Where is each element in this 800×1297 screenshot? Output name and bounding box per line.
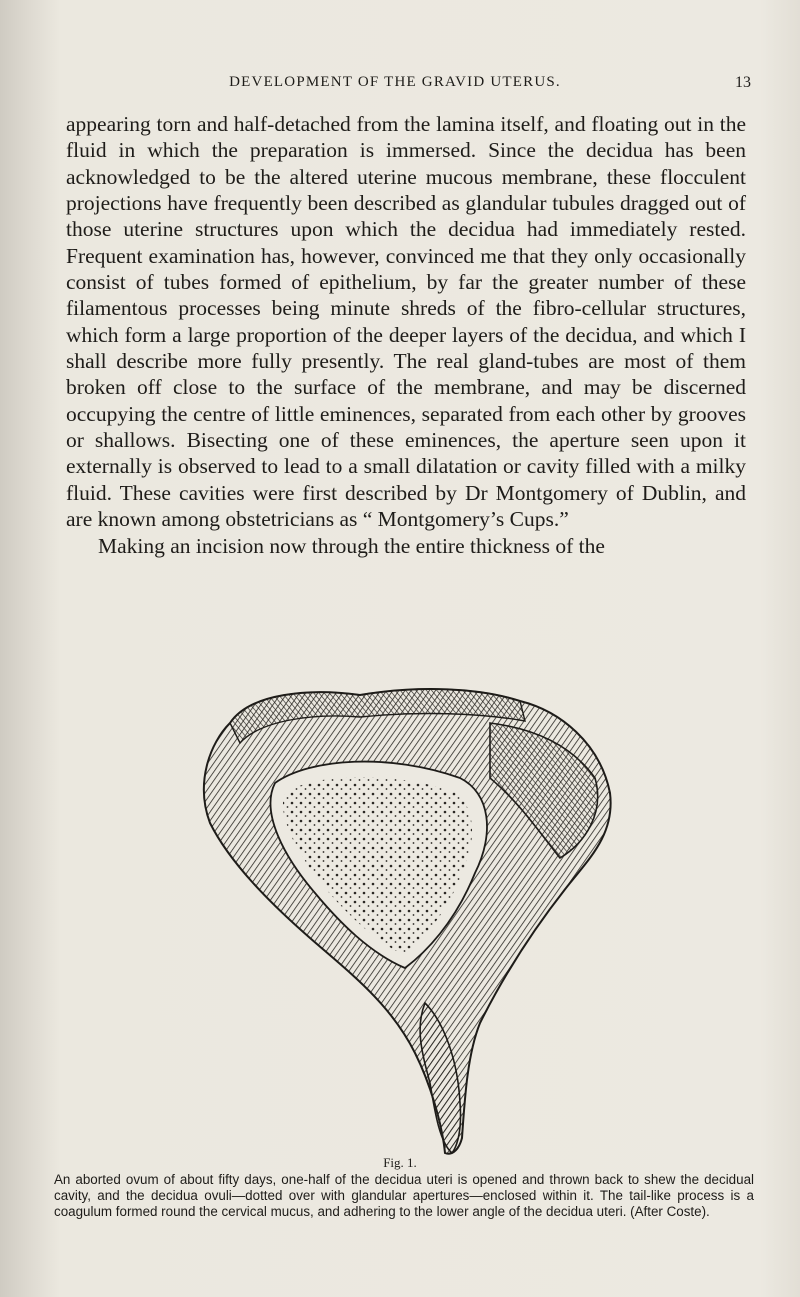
paragraph: appearing torn and half-detached from the lamina itself, and floating out in the fluid in which the preparation is immersed. Since the decidua has been acknowledged to be the altered uterine mucous membrane, these flocculent projections have frequently been described as glandular tubules dragged out of those uterine structures upon which the decidua had immediately rested. Frequent examination has, however, convinced me that they only occasionally consist of tubes formed of epithelium, by far the greater number of these filamentous processes being minute shreds of the fibro-cellular structures, which form a large proportion of the deeper layers of the decidua, and which I shall describe more fully presently. The real gland-tubes are most of them broken off close to the surface of the membrane, and may be discerned occupying the centre of little eminences, separated from each other by grooves or shallows. Bisecting one of these eminences, the aperture seen upon it externally is observed to lead to a small dilatation or cavity filled with a milky fluid. These cavities were first described by Dr Montgomery of Dublin, and are known among obstetricians as “ Montgomery’s Cups.”	[66, 112, 746, 532]
paragraph: Making an incision now through the entire thickness of the	[98, 533, 605, 558]
ovum-illustration	[190, 683, 620, 1158]
figure-caption: An aborted ovum of about fifty days, one-half of the decidua uteri is opened and thrown back to shew the decidual cavity, and the decidua ovuli—dotted over with glandular apertures—enclosed within it. The tail-like process is a coagulum formed round the cervical mucus, and adhering to the lower angle of the decidua uteri. (After Coste).	[54, 1172, 754, 1220]
page-number: 13	[735, 74, 751, 91]
body-text	[66, 111, 746, 559]
figure-label: Fig. 1.	[383, 1155, 417, 1170]
running-head: DEVELOPMENT OF THE GRAVID UTERUS.	[229, 74, 561, 90]
